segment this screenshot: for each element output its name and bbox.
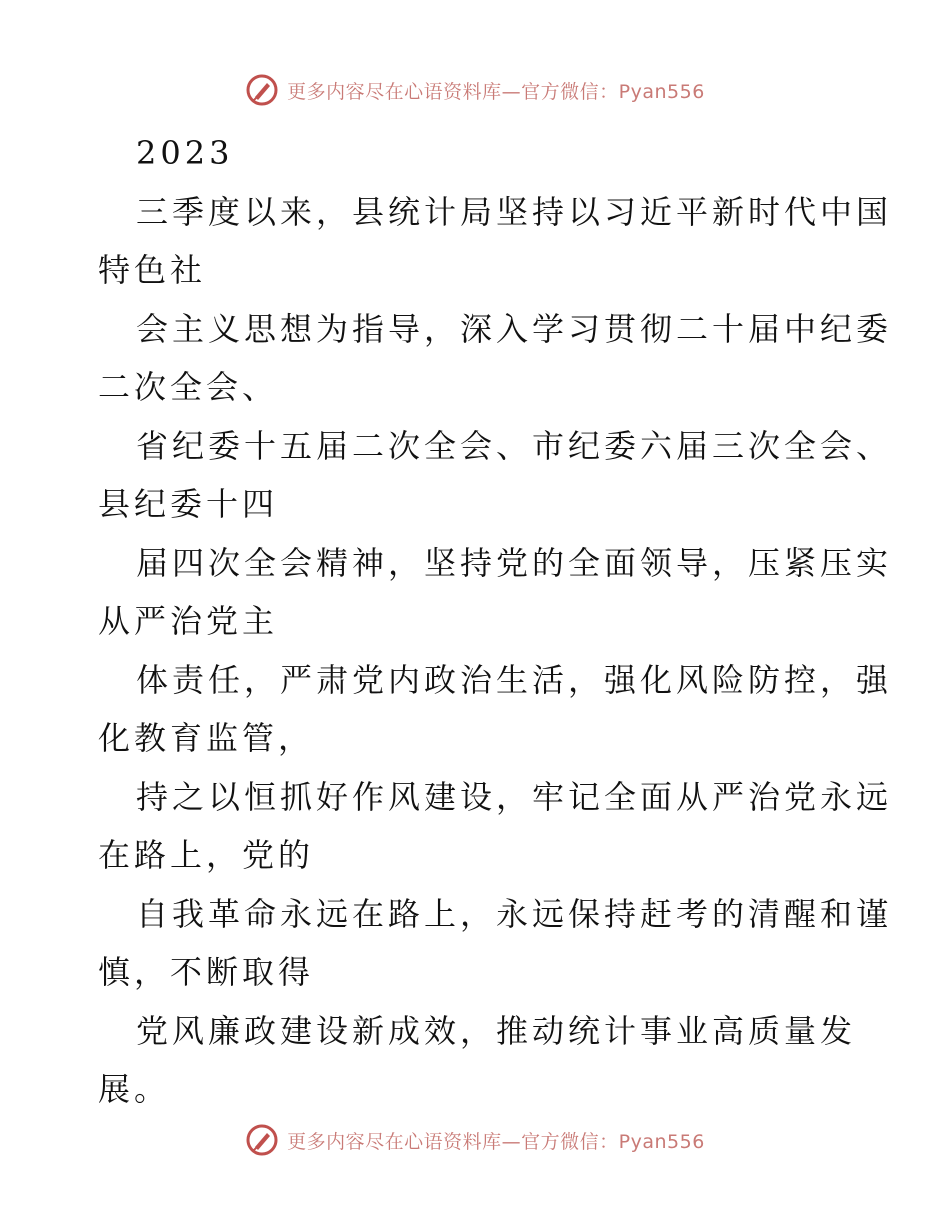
watermark-footer — [0, 1120, 950, 1160]
pen-logo-icon — [245, 73, 279, 107]
document-body — [98, 124, 893, 1119]
body-line: 体责任，严肃党内政治生活，强化风险防控，强 — [136, 660, 893, 699]
body-line: 慎，不断取得 — [98, 953, 315, 991]
body-line: 会主义思想为指导，深入学习贯彻二十届中纪委 — [136, 309, 893, 348]
pen-logo-icon — [245, 1123, 279, 1157]
body-line: 从严治党主 — [98, 602, 279, 640]
body-line: 在路上，党的 — [98, 836, 315, 874]
body-line: 省纪委十五届二次全会、市纪委六届三次全会、 — [136, 426, 893, 465]
body-line: 二次全会、 — [98, 368, 279, 406]
body-line: 自我革命永远在路上，永远保持赶考的清醒和谨 — [136, 894, 893, 933]
body-line: 持之以恒抓好作风建设，牢记全面从严治党永远 — [136, 777, 893, 816]
body-line: 党风廉政建设新成效，推动统计事业高质量发 — [136, 1011, 857, 1050]
watermark-text: 更多内容尽在心语资料库—官方微信：Pyan556 — [287, 80, 705, 103]
body-line: 三季度以来，县统计局坚持以习近平新时代中国 — [136, 192, 893, 231]
body-line: 化教育监管， — [98, 719, 315, 757]
body-line: 县纪委十四 — [98, 485, 279, 523]
body-line: 特色社 — [98, 251, 207, 289]
watermark-text: 更多内容尽在心语资料库—官方微信：Pyan556 — [287, 1130, 705, 1153]
watermark-header — [0, 70, 950, 110]
body-line: 展。 — [98, 1070, 171, 1108]
body-line: 2023 — [136, 134, 234, 172]
body-line: 届四次全会精神，坚持党的全面领导，压紧压实 — [136, 543, 893, 582]
